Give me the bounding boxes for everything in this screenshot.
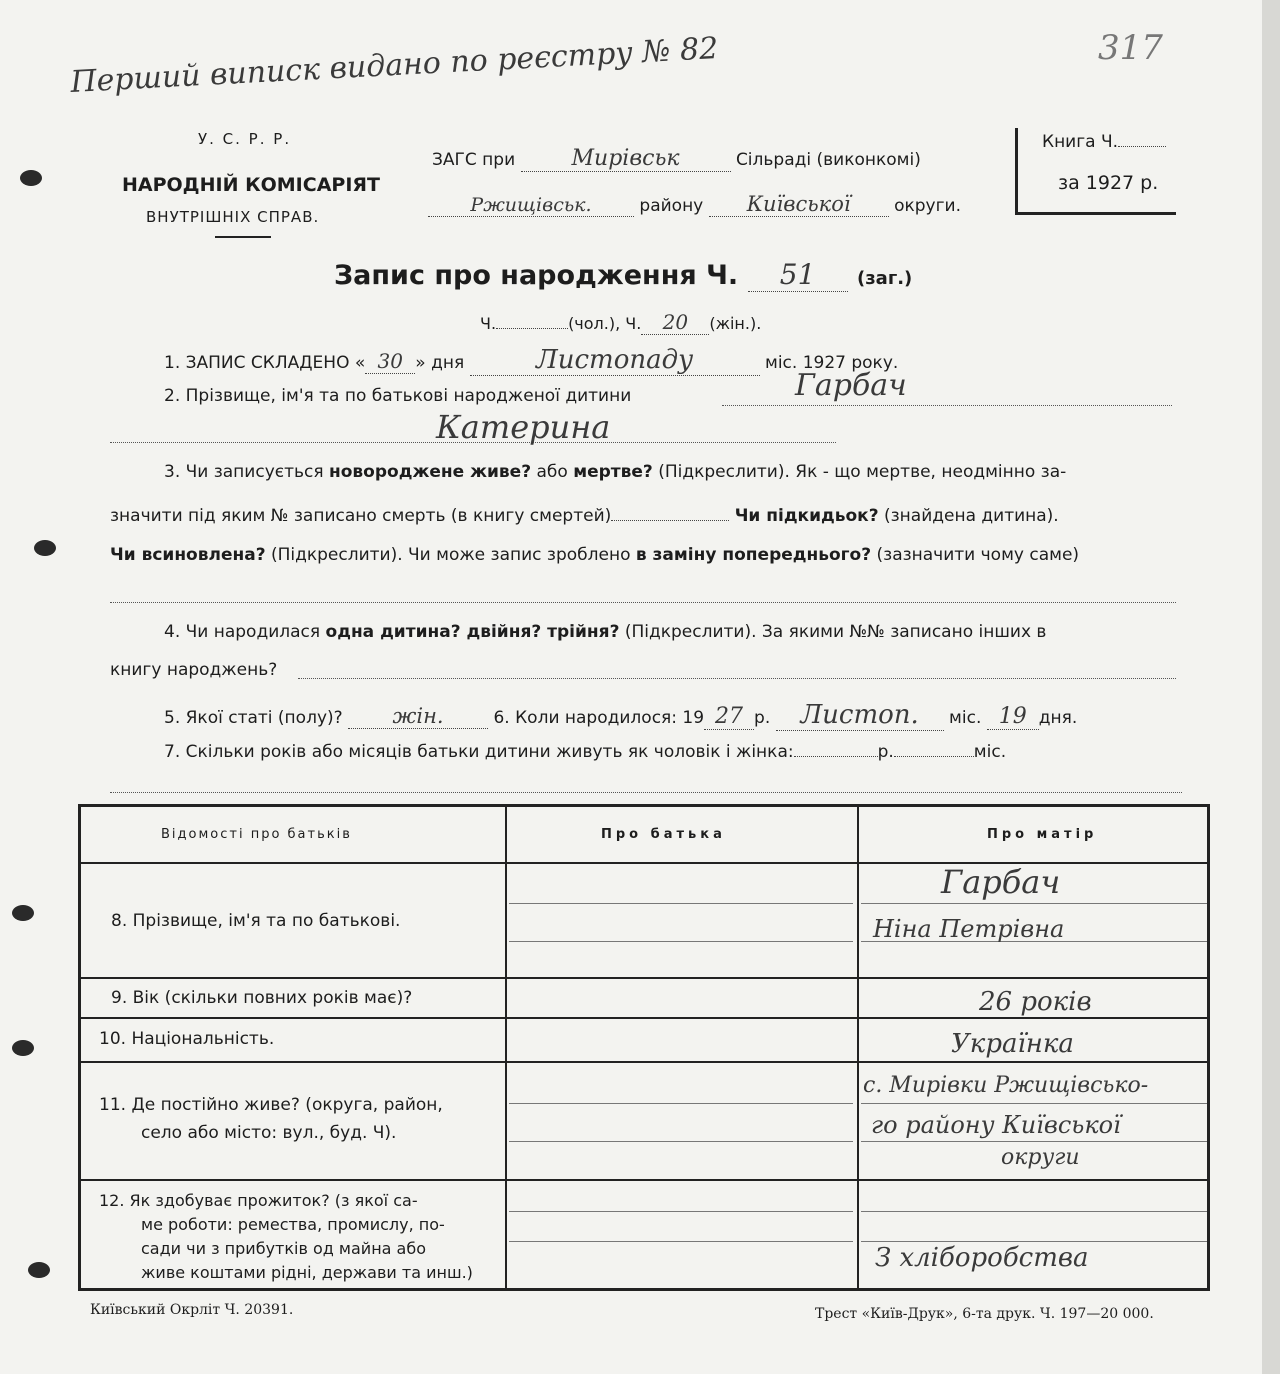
i4b: одна дитина? двійня? трійня? [325,622,620,642]
row-12-line-1: 12. Як здобуває прожиток? (з якої са- [99,1191,418,1210]
birth-day: 19 [987,704,1039,730]
page-edge [1262,0,1280,1374]
i4a: 4. Чи народилася [164,622,321,642]
footer-right: Трест «Київ-Друк», 6-та друк. Ч. 197—20 000. [815,1306,1154,1322]
book-label-text: Книга Ч. [1042,132,1119,152]
okruga-label: округи. [894,196,961,216]
i6-label: 6. Коли народилося: 19 [493,708,705,728]
mother-line [861,1241,1207,1242]
row-divider [81,1179,1207,1181]
row-11-label-2: село або місто: вул., буд. Ч). [141,1123,397,1143]
item-5-6 [164,700,1077,731]
record-number: 51 [748,258,848,292]
father-line [509,903,853,904]
record-title-line [334,258,912,292]
i6-dnya: дня. [1038,708,1078,728]
page-number: 317 [1098,28,1163,68]
sub-female: (жін.). [709,314,762,333]
item-7 [164,742,1006,762]
mother-residence-1: с. Мирівки Ржищівсько- [863,1073,1149,1098]
mother-line [861,1103,1207,1104]
i3b: новороджене живе? [329,462,532,482]
i3d: мертве? [573,462,653,482]
row-12-label [99,1189,473,1285]
i3-fill [611,520,729,521]
row-divider [81,977,1207,979]
punch-hole [20,170,42,186]
i7-years [794,756,878,757]
mother-line [861,1141,1207,1142]
book-year: за 1927 р. [1058,172,1159,194]
i7-months [894,756,974,757]
row-9-label: 9. Вік (скільки повних років має)? [111,988,413,1008]
i3f: значити під яким № записано смерть (в книгу смертей) [110,506,612,526]
zags-prefix: ЗАГС при [432,150,516,170]
item-1-month: Листопаду [470,345,760,376]
male-number-fill [496,328,568,329]
i3e: (Підкреслити). Як - що мертве, неодмінно за- [658,462,1067,482]
i6-r: р. [754,708,771,728]
district-label: району [639,196,704,216]
i7-mis: міс. [973,742,1007,762]
zags-village: Мирівськ [521,146,731,172]
father-line [509,941,853,942]
parents-table [78,804,1210,1291]
female-number: 20 [641,310,709,335]
birth-month: Листоп. [776,700,944,731]
i3l: (зазначити чому саме) [876,545,1080,565]
child-name: Катерина [436,408,611,446]
item-3-line-2 [110,506,1059,526]
item-1-label: 1. ЗАПИС СКЛАДЕНО « [164,353,366,373]
item-3-line-1 [164,462,1066,482]
col-divider [857,807,859,1288]
i7-label: 7. Скільки років або місяців батьки дитини живуть як чоловік і жінка: [164,742,794,762]
mother-line [861,1211,1207,1212]
mother-age: 26 років [979,987,1092,1017]
record-title-suffix: (заг.) [856,268,913,289]
item-2-line [722,405,1172,406]
book-label [1042,132,1166,152]
row-divider [81,1061,1207,1063]
footer-left: Київський Окрліт Ч. 20391. [90,1302,294,1318]
zags-council: Сільраді (виконкомі) [735,150,921,170]
father-line [509,1241,853,1242]
district-line [428,192,961,217]
row-12-line-2: ме роботи: ремества, промислу, по- [141,1215,445,1234]
mother-residence-2: го району Київської [871,1111,1121,1139]
item-4-line-2: книгу народжень? [110,660,278,680]
top-handwritten-note: Перший виписк видано по реєстру № 82 [69,31,720,100]
i3i: Чи всиновлена? [110,545,266,565]
punch-hole [12,1040,34,1056]
mother-line [861,903,1207,904]
punch-hole [34,540,56,556]
row-12-line-3: сади чи з прибутків од майна або [141,1239,426,1258]
i6-mis: міс. [949,708,982,728]
department-label: ВНУТРІШНІХ СПРАВ. [146,208,320,226]
header-divider [215,236,271,238]
row-10-label: 10. Національність. [99,1029,275,1049]
mother-name: Ніна Петрівна [873,915,1065,943]
commissariat-label: НАРОДНІЙ КОМІСАРІЯТ [122,174,380,196]
i3j: (Підкреслити). Чи може запис зроблено [270,545,631,565]
row-11-label-1: 11. Де постійно живе? (округа, район, [99,1095,443,1115]
item-2-label: 2. Прізвище, ім'я та по батькові народженої дитини [164,386,632,406]
i4c: (Підкреслити). За якими №№ записано інших в [624,622,1047,642]
i5-label: 5. Якої статі (полу)? [164,708,343,728]
father-line [509,1103,853,1104]
father-line [509,1211,853,1212]
birth-year: 27 [704,704,754,730]
i3k: в заміну попереднього? [635,545,872,565]
item-1-mid: » дня [415,353,465,373]
father-line [509,1141,853,1142]
republic-label: У. С. Р. Р. [198,130,292,148]
item-1-day: 30 [365,349,415,374]
sub-ch: Ч. [480,314,497,333]
district-hand: Ржищівськ. [428,194,634,217]
item-3-line [110,602,1176,603]
punch-hole [12,905,34,921]
punch-hole [28,1262,50,1278]
header-parents-info: Відомості про батьків [161,827,352,842]
mother-occupation: З хліборобства [875,1243,1089,1273]
i3a: 3. Чи записується [164,462,324,482]
book-number-fill [1118,146,1166,147]
okruga-hand: Київської [709,192,889,217]
record-title: Запис про народження Ч. [334,260,739,291]
child-surname: Гарбач [795,368,907,403]
mother-surname: Гарбач [941,863,1061,901]
header-mother: Про матір [987,827,1098,842]
i3h: (знайдена дитина). [883,506,1059,526]
i7-r: р. [877,742,894,762]
row-8-label: 8. Прізвище, ім'я та по батькові. [111,911,401,931]
sub-male: (чол.), Ч. [568,314,642,333]
item-4-line [298,678,1176,679]
i3c: або [536,462,568,482]
row-divider [81,1017,1207,1019]
item-1-end: міс. 1927 року. [765,353,899,373]
item-7-line [110,792,1182,793]
item-3-line-3 [110,545,1079,565]
zags-line [432,146,921,172]
mother-nationality: Українка [951,1029,1074,1059]
record-subtitle [480,310,761,335]
mother-residence-3: округи [1001,1145,1080,1170]
row-12-line-4: живе коштами рідні, держави та инш.) [141,1263,473,1282]
i3g: Чи підкидьок? [734,506,879,526]
item-1 [164,345,898,376]
header-father: Про батька [601,827,726,842]
col-divider [505,807,507,1288]
child-sex: жін. [348,704,488,729]
item-4-line-1 [164,622,1046,642]
